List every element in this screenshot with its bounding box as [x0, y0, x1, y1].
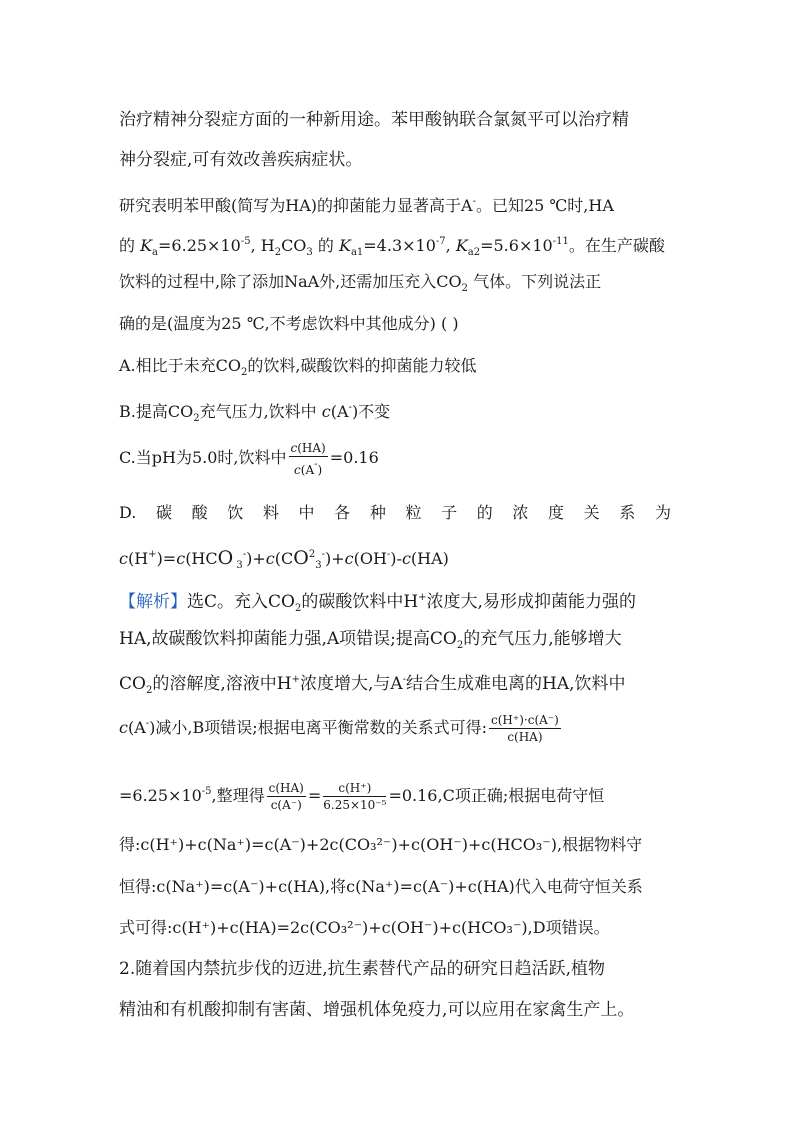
fraction-numerator: [289, 441, 328, 457]
text-run: 研究表明苯甲酸(简写为HA)的抑菌能力显著高于A: [119, 196, 473, 215]
text-run: 的: [119, 236, 141, 255]
text-run: 的饮料,碳酸饮料的抑菌能力较低: [247, 356, 477, 375]
fraction-denominator: c(A⁻): [270, 798, 302, 812]
subscript: 2: [274, 247, 282, 258]
text-run: ): [317, 462, 323, 477]
fraction-denominator: [289, 457, 328, 477]
superscript: -5: [240, 236, 251, 247]
text-run: (A: [127, 718, 146, 737]
superscript: -: [314, 458, 318, 470]
text-run: B.提高CO: [119, 402, 194, 421]
question-2-line: 精油和有机酸抑制有害菌、增强机体免疫力,可以应用在家禽生产上。: [119, 1000, 635, 1020]
word: 各: [334, 503, 351, 522]
fraction-numerator: c(H⁺): [323, 781, 386, 797]
word: 种: [369, 503, 386, 522]
word: 度: [548, 503, 565, 522]
text-run: (OH: [353, 549, 387, 568]
text-run: =4.3×10: [363, 236, 436, 255]
symbol: c: [294, 462, 301, 477]
word: 中: [298, 503, 315, 522]
superscript: -11: [552, 236, 569, 247]
question-stem-line: 确的是(温度为25 ℃,不考虑饮料中其他成分) ( ): [119, 314, 459, 333]
question-stem-line: [119, 272, 601, 299]
analysis-line: 得:c(H⁺)+c(Na⁺)=c(A⁻)+2c(CO₃²⁻)+c(OH⁻)+c(HCO₃⁻),根据物料守: [119, 835, 643, 854]
text-run: 饮料的过程中,除了添加NaA外,还需加压充入CO: [119, 272, 462, 291]
text-run: A.相比于未充CO: [119, 356, 242, 375]
text-run: (HA): [410, 549, 449, 568]
analysis-tag: 【解析】: [119, 592, 187, 612]
word: 系: [619, 503, 636, 522]
text-run: (HA): [297, 440, 326, 455]
symbol: K: [338, 236, 351, 255]
superscript: -: [402, 674, 407, 685]
paragraph-line: 治疗精神分裂症方面的一种新用途。苯甲酸钠联合氯氮平可以治疗精: [119, 110, 629, 130]
word: 为: [654, 503, 671, 522]
text-run: 的: [312, 236, 339, 255]
fraction: [323, 781, 386, 812]
option-a: [119, 356, 476, 383]
subscript: 2: [241, 367, 248, 378]
subscript: 2: [193, 413, 200, 424]
text-run: )+: [324, 549, 345, 568]
text-run: C.当pH为5.0时,饮料中: [119, 448, 287, 467]
symbol: c: [265, 549, 275, 568]
text-run: O: [293, 547, 309, 569]
superscript: -5: [201, 786, 212, 797]
text-run: )-: [390, 549, 402, 568]
word: 的: [476, 503, 493, 522]
fraction: [267, 781, 306, 812]
text-run: (H: [127, 549, 149, 568]
symbol: c: [119, 718, 128, 737]
fraction-numerator: c(H⁺)·c(A⁻): [491, 713, 559, 727]
subscript: 2: [456, 640, 464, 651]
word: 料: [262, 503, 279, 522]
text-run: )不变: [351, 402, 391, 421]
analysis-line: [119, 588, 636, 619]
symbol: c: [119, 549, 128, 568]
superscript: -: [242, 549, 247, 560]
analysis-line: [119, 670, 626, 701]
text-run: (C: [274, 549, 294, 568]
text-run: 浓度大,易形成抑菌能力强的: [426, 592, 636, 612]
text-run: )减小,B项错误;根据电离平衡常数的关系式可得:: [149, 718, 488, 737]
superscript: -: [472, 196, 476, 207]
superscript: -: [348, 402, 352, 413]
text-run: , H: [250, 236, 275, 255]
superscript: -: [145, 718, 150, 729]
word: 饮: [227, 503, 244, 522]
word: 酸: [191, 503, 208, 522]
text-run: =: [307, 786, 322, 805]
symbol: c: [176, 549, 186, 568]
subscript: 3: [233, 560, 243, 571]
option-c: [119, 440, 379, 477]
text-run: HA,故碳酸饮料抑菌能力强,A项错误;提高CO: [119, 629, 457, 649]
symbol: c: [321, 402, 331, 421]
symbol: K: [140, 236, 153, 255]
option-b: [119, 398, 390, 429]
text-run: 结合生成难电离的HA,饮料中: [406, 674, 626, 694]
superscript: 2: [308, 549, 316, 560]
word: D.: [119, 503, 137, 522]
text-run: CO: [119, 674, 146, 694]
option-d-formula: [119, 545, 449, 576]
symbol: K: [455, 236, 468, 255]
text-run: 充气压力,饮料中: [199, 402, 322, 421]
question-stem-line: [119, 232, 665, 263]
fraction-denominator: 6.25×10⁻⁵: [323, 798, 387, 812]
text-run: ,整理得: [211, 786, 265, 805]
option-d: [119, 503, 671, 523]
question-stem-line: [119, 192, 614, 216]
superscript: +: [148, 549, 157, 560]
text-run: 。已知25 ℃时,HA: [475, 196, 614, 215]
fraction: [489, 713, 561, 744]
symbol: c: [290, 440, 298, 455]
text-run: )+: [246, 549, 266, 568]
text-run: =6.25×10: [119, 786, 202, 805]
superscript: -7: [435, 236, 446, 247]
subscript: 2: [145, 685, 153, 696]
text-run: CO: [281, 236, 307, 255]
subscript: 3: [306, 247, 313, 258]
analysis-line: [119, 629, 622, 656]
fraction: [289, 441, 328, 477]
superscript: -: [386, 549, 391, 560]
paragraph-line: 神分裂症,可有效改善疾病症状。: [119, 150, 363, 170]
text-run: ,: [445, 236, 456, 255]
text-run: 选C。充入CO: [187, 592, 295, 612]
analysis-line: 恒得:c(Na⁺)=c(A⁻)+c(HA),将c(Na⁺)=c(A⁻)+c(HA)代入电荷守恒关系: [119, 877, 643, 896]
subscript: 3: [315, 560, 322, 571]
text-run: 气体。下列说法正: [468, 272, 602, 291]
text-run: =0.16: [329, 448, 379, 467]
text-run: 的碳酸饮料中H: [301, 592, 419, 612]
symbol: c: [344, 549, 354, 568]
text-run: 浓度增大,与A: [299, 674, 403, 694]
subscript: 2: [294, 603, 302, 614]
text-run: =6.25×10: [158, 236, 241, 255]
subscript: a1: [350, 247, 364, 258]
subscript: a2: [467, 247, 481, 258]
text-run: =5.6×10: [480, 236, 553, 255]
fraction-denominator: c(HA): [507, 730, 543, 744]
word: 关: [583, 503, 600, 522]
subscript: a: [152, 247, 159, 258]
text-run: 的溶解度,溶液中H: [152, 674, 292, 694]
text-run: O: [217, 547, 234, 569]
word: 子: [441, 503, 458, 522]
text-run: )=: [156, 549, 177, 568]
symbol: c: [401, 549, 411, 568]
word: 粒: [405, 503, 422, 522]
fraction-numerator: c(HA): [268, 781, 304, 795]
text-run: 的充气压力,能够增大: [463, 629, 622, 649]
text-run: (A: [330, 402, 349, 421]
question-2-line: 2.随着国内禁抗步伐的迈进,抗生素替代产品的研究日趋活跃,植物: [119, 959, 606, 979]
text-run: 。在生产碳酸: [568, 236, 665, 255]
analysis-line: [119, 705, 563, 747]
superscript: +: [418, 592, 427, 603]
text-run: (A: [300, 462, 315, 477]
word: 浓: [512, 503, 529, 522]
text-run: =0.16,C项正确;根据电荷守恒: [388, 786, 605, 805]
superscript: -: [321, 549, 325, 560]
text-run: (HC: [185, 549, 218, 568]
superscript: +: [291, 674, 300, 685]
subscript: 2: [461, 283, 469, 294]
word: 碳: [155, 503, 172, 522]
analysis-line: 式可得:c(H⁺)+c(HA)=2c(CO₃²⁻)+c(OH⁻)+c(HCO₃⁻),D项错误。: [119, 918, 610, 937]
analysis-line: [119, 772, 604, 816]
